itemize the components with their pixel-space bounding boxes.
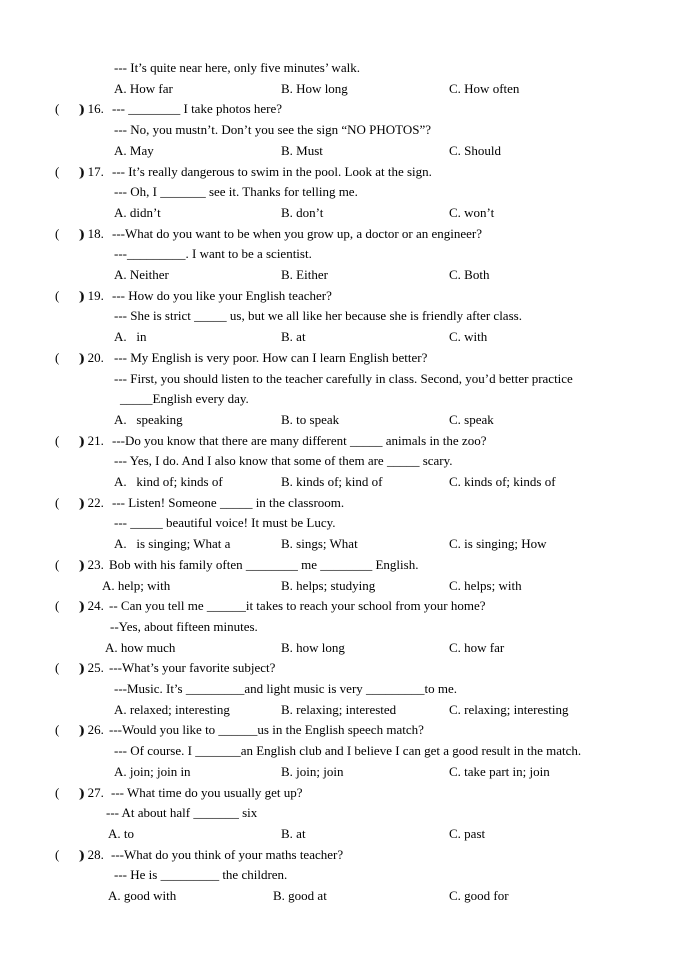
option-b: B. How long — [281, 80, 348, 96]
question-line: --- At about half _______ six — [106, 805, 258, 821]
question-line: ---What’s your favorite subject? — [109, 660, 276, 676]
question-line: --- ________ I take photos here? — [112, 101, 283, 117]
question-line: --- She is strict _____ us, but we all like her because she is friendly after class. — [114, 308, 522, 324]
option-a: A. how much — [105, 639, 176, 655]
option-a: A. didn’t — [114, 204, 161, 220]
question-line: Bob with his family often ________ me ________ English. — [109, 556, 419, 572]
question-line: --- Of course. I _______an English club and I believe I can get a good result in the match. — [114, 743, 582, 759]
option-b: B. how long — [281, 639, 345, 655]
question-paren: ( ) — [55, 287, 84, 303]
option-b: B. kinds of; kind of — [281, 474, 383, 489]
question-number: ) 16. — [80, 101, 104, 117]
option-c: C. is singing; How — [449, 536, 547, 552]
question-line: --Yes, about fifteen minutes. — [110, 618, 258, 634]
option-b: B. join; join — [281, 763, 344, 779]
option-b: B. don’t — [281, 204, 324, 220]
option-a: A. to — [108, 825, 134, 841]
question-number: ) 17. — [80, 163, 104, 179]
question-number: ) 21. — [80, 432, 104, 448]
option-a: A. May — [114, 142, 154, 158]
question-line: _____English every day. — [120, 391, 249, 407]
question-line: --- First, you should listen to the teacher carefully in class. Second, you’d better practice — [114, 370, 573, 386]
question-paren: ( ) — [55, 660, 84, 676]
question-line: --- Yes, I do. And I also know that some of them are _____ scary. — [114, 453, 453, 469]
option-a: A. relaxed; interesting — [114, 701, 230, 717]
question-number: ) 28. — [80, 846, 104, 862]
question-number: ) 19. — [80, 287, 104, 303]
question-number: ) 26. — [80, 722, 104, 738]
option-b: B. relaxing; interested — [281, 701, 397, 717]
question-line: ---Do you know that there are many different _____ animals in the zoo? — [112, 432, 487, 448]
option-a: A. good with — [108, 888, 177, 903]
question-line: ---Would you like to ______us in the English speech match? — [109, 722, 424, 738]
question-number: ) 24. — [80, 598, 104, 614]
option-a: A. How far — [114, 80, 173, 96]
question-line: --- He is _________ the children. — [114, 867, 288, 883]
question-line: ---What do you want to be when you grow up, a doctor or an engineer? — [112, 225, 483, 241]
option-c: C. take part in; join — [449, 763, 550, 779]
option-a: A. Neither — [114, 267, 169, 282]
option-c: C. helps; with — [449, 577, 522, 593]
question-number: ) 25. — [80, 660, 104, 676]
option-c: C. won’t — [449, 204, 495, 220]
question-number: ) 20. — [80, 349, 104, 365]
question-line: --- What time do you usually get up? — [111, 784, 303, 800]
option-a: A. in — [114, 329, 147, 345]
option-a: A. kind of; kinds of — [114, 474, 223, 489]
question-paren: ( ) — [55, 494, 84, 510]
option-c: C. relaxing; interesting — [449, 701, 569, 717]
option-b: B. at — [281, 825, 306, 841]
option-b: B. Must — [281, 142, 323, 158]
question-line: --- It’s really dangerous to swim in the pool. Look at the sign. — [112, 163, 432, 179]
question-paren: ( ) — [55, 784, 84, 800]
option-b: B. good at — [273, 888, 327, 903]
question-line: --- It’s quite near here, only five minutes’ walk. — [114, 60, 360, 75]
question-paren: ( ) — [55, 163, 84, 179]
option-a: A. help; with — [102, 577, 171, 593]
option-a: A. speaking — [114, 411, 183, 427]
question-number: ) 22. — [80, 494, 104, 510]
question-line: --- Listen! Someone _____ in the classroom. — [112, 494, 345, 510]
question-paren: ( ) — [55, 846, 84, 862]
option-c: C. good for — [449, 888, 509, 903]
option-c: C. kinds of; kinds of — [449, 474, 556, 489]
question-line: --- How do you like your English teacher? — [112, 287, 332, 303]
option-c: C. Both — [449, 267, 490, 282]
question-line: --- _____ beautiful voice! It must be Lucy. — [114, 515, 336, 531]
question-line: ---_________. I want to be a scientist. — [114, 246, 312, 262]
question-paren: ( ) — [55, 432, 84, 448]
question-paren: ( ) — [55, 349, 84, 365]
question-line: -- Can you tell me ______it takes to reach your school from your home? — [109, 598, 486, 614]
option-b: B. sings; What — [281, 536, 358, 552]
option-b: B. at — [281, 329, 306, 345]
question-number: ) 27. — [80, 784, 104, 800]
question-paren: ( ) — [55, 598, 84, 614]
option-a: A. join; join in — [114, 763, 191, 779]
question-line: --- My English is very poor. How can I learn English better? — [114, 349, 428, 365]
option-c: C. Should — [449, 142, 502, 158]
question-number: ) 23. — [80, 556, 104, 572]
question-paren: ( ) — [55, 101, 84, 117]
question-line: --- No, you mustn’t. Don’t you see the sign “NO PHOTOS”? — [114, 122, 432, 138]
option-c: C. speak — [449, 411, 494, 427]
option-b: B. helps; studying — [281, 577, 376, 593]
option-b: B. to speak — [281, 411, 340, 427]
question-paren: ( ) — [55, 722, 84, 738]
question-line: ---Music. It’s _________and light music is very _________to me. — [114, 681, 458, 696]
question-paren: ( ) — [55, 225, 84, 241]
question-number: ) 18. — [80, 225, 104, 241]
option-c: C. how far — [449, 639, 505, 655]
option-c: C. with — [449, 329, 488, 345]
question-paren: ( ) — [55, 556, 84, 572]
question-line: --- Oh, I _______ see it. Thanks for telling me. — [114, 184, 358, 200]
option-a: A. is singing; What a — [114, 536, 231, 552]
option-b: B. Either — [281, 267, 328, 282]
question-line: ---What do you think of your maths teacher? — [111, 846, 344, 862]
option-c: C. past — [449, 825, 486, 841]
option-c: C. How often — [449, 80, 520, 96]
